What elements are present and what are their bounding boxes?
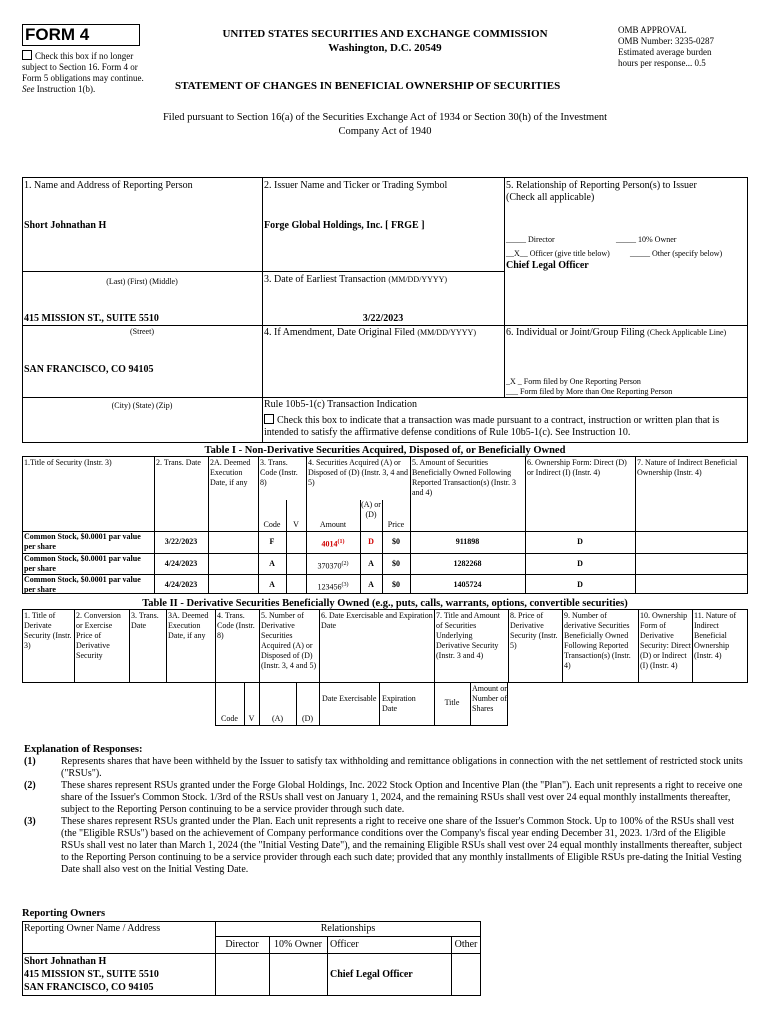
t1-h-code: 3. Trans. Code (Instr. 8): [260, 458, 298, 487]
footnote-text: Represents shares that have been withheld by the Issuer to satisfy tax withholding and remittance obligations in connection with the net settlement of restricted stock units ("RSUs").: [61, 756, 743, 779]
t2-h-code-sub: Code: [221, 714, 238, 723]
footnote-text: These shares represent RSUs granted under the Plan. Each unit represents a right to receive one share of the Issuer's Common Stock. Up to 100% of the RSUs shall vest (the "Eligible RSUs") based on the achievement of Company performance conditions over the Company's fiscal year ending December 31, 2023. 1/3rd of the Eligible RSUs shall vest no later than March 1, 2024 (the "Initial Vesting Date"), and the remaining Eligible RSUs shall vest over 24 equal monthly installments thereafter, subject to the Reporting Person continuing to be a service provider through each such date; provided that any monthly installments of Eligible RSUs pre-dating the Initial Vesting Date shall also vest on the Initial Vesting Date.: [61, 816, 743, 875]
row-price: $0: [392, 537, 400, 546]
explanation-list: [24, 756, 746, 876]
owner-officer-title: Chief Legal Officer: [330, 969, 413, 980]
relationships-col: Relationships: [320, 923, 376, 934]
section6-label: 6. Individual or Joint/Group Filing (Check Applicable Line): [506, 327, 727, 338]
row-owned: 1405724: [453, 580, 482, 589]
row-aord: A: [368, 580, 374, 589]
omb-burden-2: hours per response... 0.5: [618, 58, 706, 68]
row-security: Common Stock, $0.0001 par value per share: [24, 575, 141, 594]
multiple-persons-option[interactable]: ___ Form filed by More than One Reporting Person: [506, 387, 673, 396]
owner-city: SAN FRANCISCO, CO 94105: [24, 982, 154, 993]
t2-h-sub-title: Title: [444, 698, 460, 707]
city-label: (City) (State) (Zip): [111, 401, 173, 410]
t2-h-deemed: 3A. Deemed Execution Date, if any: [168, 611, 209, 640]
t2-h-date: 3. Trans. Date: [131, 611, 159, 630]
t2-h-d: (D): [301, 714, 314, 723]
omb-box: [618, 25, 758, 69]
earliest-transaction-date: 3/22/2023: [362, 313, 404, 324]
row-code: A: [269, 559, 275, 568]
footnote-item: [24, 816, 746, 876]
agency-location: Washington, D.C. 20549: [328, 42, 442, 54]
section4-label: 4. If Amendment, Date Original Filed (MM/DD/YYYY): [264, 327, 476, 338]
t1-h-date: 2. Trans. Date: [156, 458, 201, 467]
omb-burden-1: Estimated average burden: [618, 47, 712, 57]
row-date: 3/22/2023: [164, 537, 198, 546]
t1-h-price: Price: [387, 520, 405, 529]
owner-other-col: Other: [454, 939, 478, 950]
row-aord: A: [368, 559, 374, 568]
officer-title: Chief Legal Officer: [506, 260, 589, 271]
officer-option[interactable]: __X__ Officer (give title below): [506, 249, 610, 258]
row-code: F: [269, 537, 275, 546]
t2-h-v: V: [248, 714, 255, 723]
footnote-number: (3): [24, 816, 36, 827]
one-person-option[interactable]: _X _ Form filed by One Reporting Person: [506, 377, 641, 386]
t1-h-v: V: [293, 520, 299, 529]
row-date: 4/24/2023: [164, 559, 198, 568]
t1-h-acquired: 4. Securities Acquired (A) or Disposed of (D) (Instr. 3, 4 and 5): [308, 458, 408, 487]
owner-ten-pct-col: 10% Owner: [273, 939, 323, 950]
row-code: A: [269, 580, 275, 589]
t2-h-expiration: Expiration Date: [382, 694, 416, 713]
owner-director-col: Director: [225, 939, 259, 950]
t1-h-deemed: 2A. Deemed Execution Date, if any: [210, 458, 251, 487]
street-label: (Street): [130, 327, 154, 336]
form-title: FORM 4: [22, 24, 140, 46]
row-amount: 370370$^{(2)}$: [317, 561, 349, 571]
no-longer-subject-note: Check this box if no longer subject to Section 16. Form 4 or Form 5 obligations may continue. See Instruction 1(b).: [22, 51, 144, 94]
table2-title: Table II - Derivative Securities Beneficially Owned (e.g., puts, calls, warrants, options, convertible securities): [142, 598, 628, 609]
t2-h-price: 8. Price of Derivative Security (Instr. 5): [510, 611, 558, 650]
t2-h-underlying: 7. Title and Amount of Securities Underlying Derivative Security (Instr. 3 and 4): [436, 611, 501, 660]
row-owned: 911898: [455, 537, 480, 546]
t1-h-code-sub: Code: [263, 520, 281, 529]
t1-h-aord: (A) or (D): [361, 500, 381, 519]
statement-title: STATEMENT OF CHANGES IN BENEFICIAL OWNERSHIP OF SECURITIES: [175, 80, 561, 92]
row-date: 4/24/2023: [164, 580, 198, 589]
t2-h-code: 4. Trans. Code (Instr. 8): [217, 611, 255, 640]
agency-name: UNITED STATES SECURITIES AND EXCHANGE COMMISSION: [222, 28, 548, 40]
director-option[interactable]: _____ Director: [506, 235, 555, 244]
footnote-number: (1): [24, 756, 36, 767]
t1-h-ownership-form: 6. Ownership Form: Direct (D) or Indirect (I) (Instr. 4): [527, 458, 627, 477]
issuer-name: Forge Global Holdings, Inc. [ FRGE ]: [264, 220, 425, 231]
no-longer-subject-checkbox[interactable]: [22, 50, 32, 60]
t2-h-owned: 9. Number of derivative Securities Beneficially Owned Following Reported Transaction(s) (Instr. 4): [564, 611, 631, 670]
owner-street: 415 MISSION ST., SUITE 5510: [24, 969, 159, 980]
row-price: $0: [392, 559, 400, 568]
section3-label: 3. Date of Earliest Transaction (MM/DD/YYYY): [264, 274, 448, 285]
filed-pursuant-text: Filed pursuant to Section 16(a) of the Securities Exchange Act of 1934 or Section 30(h) of the Investment Company Act of 1940: [162, 112, 608, 137]
owner-name-col: Reporting Owner Name / Address: [24, 923, 161, 934]
t1-h-title: 1.Title of Security (Instr. 3): [24, 458, 112, 467]
row-owned: 1282268: [453, 559, 482, 568]
name-parts-label: (Last) (First) (Middle): [106, 277, 178, 286]
t2-h-date-exercisable: Date Exercisable: [322, 694, 377, 703]
owner-name: Short Johnathan H: [24, 956, 107, 967]
reporting-person-name: Short Johnathan H: [24, 220, 107, 231]
reporting-owners-heading: Reporting Owners: [22, 908, 106, 919]
t1-h-amount-owned: 5. Amount of Securities Beneficially Owned Following Reported Transaction(s) (Instr. 3 and 4): [412, 458, 516, 497]
ten-percent-option[interactable]: _____ 10% Owner: [616, 235, 677, 244]
row-security: Common Stock, $0.0001 par value per share: [24, 554, 141, 573]
row-aord: D: [368, 537, 374, 546]
t1-h-nature: 7. Nature of Indirect Beneficial Ownership (Instr. 4): [637, 458, 738, 477]
section5-label: 5. Relationship of Reporting Person(s) to Issuer (Check all applicable): [506, 180, 697, 203]
other-option[interactable]: _____ Other (specify below): [630, 249, 723, 258]
omb-number: OMB Number: 3235-0287: [618, 36, 714, 46]
t2-h-a: (A): [271, 714, 284, 723]
section2-label: 2. Issuer Name and Ticker or Trading Symbol: [264, 180, 448, 191]
footnote-text: These shares represent RSUs granted under the Forge Global Holdings, Inc. 2022 Stock Option and Incentive Plan (the "Plan"). Each unit represents a right to receive one share of the Issuer's Common Stock. 1/3rd of the RSUs shall vest on January 1, 2024, and the remaining RSUs shall vest over 24 equal monthly installments thereafter, subject to the Reporting Person continuing to be a service provider through such date.: [61, 780, 743, 815]
section1-label: 1. Name and Address of Reporting Person: [24, 180, 193, 191]
rule-10b5-checkbox[interactable]: [264, 414, 274, 424]
t2-h-ownership-form: 10. Ownership Form of Derivative Security: Direct (D) or Indirect (I) (Instr. 4): [640, 611, 691, 670]
footnote-item: [24, 780, 746, 816]
footnote-number: (2): [24, 780, 36, 791]
row-form: D: [577, 537, 583, 546]
explanation-heading: Explanation of Responses:: [24, 744, 143, 755]
omb-approval: OMB APPROVAL: [618, 25, 687, 35]
footnote-item: [24, 756, 746, 780]
t2-h-number: 5. Number of Derivative Securities Acquired (A) or Disposed of (D) (Instr. 3, 4 and 5): [261, 611, 317, 670]
row-price: $0: [392, 580, 400, 589]
owner-officer-col: Officer: [330, 939, 359, 950]
row-security: Common Stock, $0.0001 par value per share: [24, 532, 141, 551]
t2-h-exercisable: 6. Date Exercisable and Expiration Date: [321, 611, 433, 630]
t2-h-nature: 11. Nature of Indirect Beneficial Ownership (Instr. 4): [694, 611, 737, 660]
t2-h-title: 1. Title of Derivate Security (Instr. 3): [24, 611, 72, 650]
row-form: D: [577, 559, 583, 568]
row-amount: 4014$^{(1)}$: [321, 539, 345, 549]
rule-text-block: Check this box to indicate that a transaction was made pursuant to a contract, instruction or written plan that is intended to satisfy the affirmative defense conditions of Rule 10b5-1(c). See Instruction 10.: [264, 415, 720, 438]
t1-h-amount: Amount: [319, 520, 347, 529]
row-form: D: [577, 580, 583, 589]
t2-h-conversion: 2. Conversion or Exercise Price of Derivative Security: [76, 611, 121, 660]
t2-h-sub-amount: Amount or Number of Shares: [472, 684, 507, 713]
row-amount: 123456$^{(3)}$: [317, 582, 349, 592]
rule-label: Rule 10b5-1(c) Transaction Indication: [264, 399, 418, 410]
table1-title: Table I - Non-Derivative Securities Acquired, Disposed of, or Beneficially Owned: [204, 445, 566, 456]
reporting-person-street: 415 MISSION ST., SUITE 5510: [24, 313, 159, 324]
reporting-person-city: SAN FRANCISCO, CO 94105: [24, 364, 154, 375]
